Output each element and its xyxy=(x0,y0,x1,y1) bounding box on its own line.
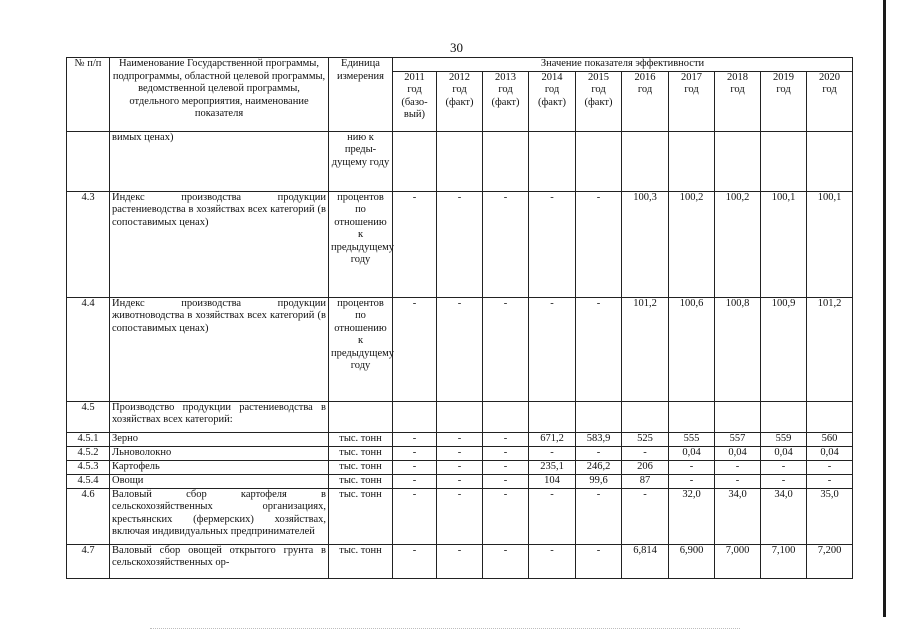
value-cell: - xyxy=(393,446,437,460)
header-year-year: 2015 xyxy=(588,71,609,83)
row-unit: тыс. тонн xyxy=(329,488,393,544)
value-cell: - xyxy=(483,460,529,474)
value-cell: 583,9 xyxy=(576,432,622,446)
value-cell: - xyxy=(807,474,853,488)
value-cell xyxy=(393,401,437,432)
header-year-2017 xyxy=(669,71,715,131)
row-name: Картофель xyxy=(110,460,329,474)
value-cell: - xyxy=(576,191,622,297)
value-cell: - xyxy=(437,460,483,474)
header-year-year: 2020 xyxy=(819,71,841,83)
value-cell: 671,2 xyxy=(529,432,576,446)
value-cell: 7,200 xyxy=(807,544,853,578)
value-cell: - xyxy=(576,297,622,401)
value-cell: - xyxy=(437,474,483,488)
row-unit: тыс. тонн xyxy=(329,446,393,460)
table-row xyxy=(67,131,853,191)
value-cell: 7,100 xyxy=(761,544,807,578)
value-cell: 0,04 xyxy=(807,446,853,460)
value-cell: - xyxy=(483,544,529,578)
value-cell: - xyxy=(622,446,669,460)
value-cell: - xyxy=(483,474,529,488)
header-year-2014 xyxy=(529,71,576,131)
value-cell: 34,0 xyxy=(715,488,761,544)
table-row xyxy=(67,460,853,474)
page-edge-line xyxy=(883,0,886,617)
row-number: 4.7 xyxy=(67,544,110,578)
value-cell: - xyxy=(393,544,437,578)
value-cell: 101,2 xyxy=(807,297,853,401)
header-year-sub1: год xyxy=(452,84,467,95)
value-cell: - xyxy=(393,432,437,446)
value-cell: 100,6 xyxy=(669,297,715,401)
row-name: Овощи xyxy=(110,474,329,488)
row-name: Производство продукции растениеводства в хозяйствах всех категорий: xyxy=(110,401,329,432)
value-cell xyxy=(622,401,669,432)
header-year-year: 2018 xyxy=(727,71,748,83)
value-cell: 101,2 xyxy=(622,297,669,401)
header-year-year: 2014 xyxy=(541,71,563,83)
value-cell: 0,04 xyxy=(715,446,761,460)
value-cell xyxy=(393,131,437,191)
value-cell: 0,04 xyxy=(669,446,715,460)
table-row xyxy=(67,401,853,432)
header-unit: Единица измерения xyxy=(329,58,393,132)
scan-artifact-line xyxy=(150,628,740,629)
header-number: № п/п xyxy=(67,58,110,132)
value-cell: - xyxy=(576,544,622,578)
row-name: Валовый сбор овощей открытого грунта в сельскохозяйственных ор- xyxy=(110,544,329,578)
row-unit: тыс. тонн xyxy=(329,544,393,578)
value-cell xyxy=(529,131,576,191)
header-year-year: 2012 xyxy=(449,71,470,83)
value-cell: - xyxy=(437,488,483,544)
value-cell: - xyxy=(529,488,576,544)
value-cell: 235,1 xyxy=(529,460,576,474)
value-cell: 6,814 xyxy=(622,544,669,578)
header-year-year: 2011 xyxy=(404,71,425,83)
value-cell: - xyxy=(437,544,483,578)
value-cell: 559 xyxy=(761,432,807,446)
value-cell xyxy=(437,401,483,432)
value-cell: 100,9 xyxy=(761,297,807,401)
value-cell: - xyxy=(393,297,437,401)
table-row xyxy=(67,432,853,446)
header-year-sub1: год xyxy=(544,84,560,95)
value-cell: - xyxy=(393,191,437,297)
value-cell xyxy=(761,131,807,191)
value-cell xyxy=(483,401,529,432)
row-unit: тыс. тонн xyxy=(329,460,393,474)
value-cell: - xyxy=(576,446,622,460)
row-number: 4.5.1 xyxy=(67,432,110,446)
header-year-year: 2017 xyxy=(681,71,702,83)
row-name: Индекс производства продукции растениеводства в хозяйствах всех категорий (в сопоставимых ценах) xyxy=(110,191,329,297)
header-year-2020 xyxy=(807,71,853,131)
row-name: Зерно xyxy=(110,432,329,446)
row-name: Валовый сбор картофеля в сельскохозяйственных организациях, крестьянских (фермерских) хозяйствах, включая индивидуальных предпринимателей xyxy=(110,488,329,544)
table-row xyxy=(67,544,853,578)
header-year-2013 xyxy=(483,71,529,131)
value-cell: 100,2 xyxy=(669,191,715,297)
value-cell: - xyxy=(529,191,576,297)
header-year-sub2: (факт) xyxy=(491,96,520,108)
value-cell: 206 xyxy=(622,460,669,474)
header-year-2015 xyxy=(576,71,622,131)
header-year-sub1: год xyxy=(822,84,837,95)
value-cell: - xyxy=(715,474,761,488)
value-cell: - xyxy=(807,460,853,474)
header-year-sub1: год xyxy=(684,84,699,95)
value-cell: - xyxy=(437,446,483,460)
value-cell xyxy=(807,131,853,191)
value-cell: 6,900 xyxy=(669,544,715,578)
row-unit: процентов по отношению к предыдущему году xyxy=(329,191,393,297)
value-cell xyxy=(669,131,715,191)
value-cell xyxy=(576,131,622,191)
header-year-sub2: (базо- xyxy=(401,96,428,108)
value-cell: 100,8 xyxy=(715,297,761,401)
row-number: 4.5 xyxy=(67,401,110,432)
header-year-sub2: (факт) xyxy=(584,96,613,108)
header-year-sub1: год xyxy=(730,84,745,95)
value-cell: 557 xyxy=(715,432,761,446)
value-cell xyxy=(669,401,715,432)
value-cell: 104 xyxy=(529,474,576,488)
table-row xyxy=(67,191,853,297)
value-cell: 87 xyxy=(622,474,669,488)
row-number: 4.4 xyxy=(67,297,110,401)
row-unit: тыс. тонн xyxy=(329,474,393,488)
value-cell: 100,3 xyxy=(622,191,669,297)
value-cell: 246,2 xyxy=(576,460,622,474)
table-row xyxy=(67,446,853,460)
value-cell: - xyxy=(622,488,669,544)
value-cell: - xyxy=(576,488,622,544)
header-year-sub2: (факт) xyxy=(537,96,566,108)
row-name: Индекс производства продукции животноводства в хозяйствах всех категорий (в сопоставимых ценах) xyxy=(110,297,329,401)
header-year-2018 xyxy=(715,71,761,131)
header-year-sub1: год xyxy=(637,84,653,95)
value-cell xyxy=(576,401,622,432)
value-cell xyxy=(807,401,853,432)
value-cell: - xyxy=(715,460,761,474)
table-row xyxy=(67,297,853,401)
row-unit: нию к преды-дущему году xyxy=(329,131,393,191)
row-number: 4.6 xyxy=(67,488,110,544)
value-cell: 560 xyxy=(807,432,853,446)
header-year-year: 2016 xyxy=(634,71,656,83)
row-number: 4.3 xyxy=(67,191,110,297)
header-year-sub1: год xyxy=(591,84,606,95)
value-cell: 34,0 xyxy=(761,488,807,544)
value-cell: - xyxy=(529,446,576,460)
header-year-2019 xyxy=(761,71,807,131)
value-cell: 555 xyxy=(669,432,715,446)
value-cell: - xyxy=(393,474,437,488)
value-cell: - xyxy=(761,474,807,488)
value-cell xyxy=(483,131,529,191)
header-year-2011 xyxy=(393,71,437,131)
value-cell: - xyxy=(483,297,529,401)
value-cell: 525 xyxy=(622,432,669,446)
header-values-group: Значение показателя эффективности xyxy=(393,58,853,72)
value-cell: - xyxy=(529,544,576,578)
header-year-year: 2013 xyxy=(495,71,516,83)
value-cell: - xyxy=(483,191,529,297)
value-cell: 0,04 xyxy=(761,446,807,460)
value-cell xyxy=(715,131,761,191)
value-cell: 100,1 xyxy=(807,191,853,297)
table-row xyxy=(67,474,853,488)
header-name: Наименование Государственной программы, подпрограммы, областной целевой программы, ведомственной целевой программы, отдельного мероприятия, наименование показателя xyxy=(110,58,329,132)
row-number: 4.5.2 xyxy=(67,446,110,460)
value-cell: 32,0 xyxy=(669,488,715,544)
value-cell: 100,1 xyxy=(761,191,807,297)
header-year-year: 2019 xyxy=(773,71,794,83)
header-year-sub1: год xyxy=(776,84,791,95)
row-name: вимых ценах) xyxy=(110,131,329,191)
page-number: 30 xyxy=(450,40,463,55)
value-cell: - xyxy=(483,446,529,460)
row-number xyxy=(67,131,110,191)
row-number: 4.5.3 xyxy=(67,460,110,474)
header-year-sub3: вый) xyxy=(403,109,426,120)
row-unit: тыс. тонн xyxy=(329,432,393,446)
header-year-2012 xyxy=(437,71,483,131)
value-cell: 7,000 xyxy=(715,544,761,578)
table-row xyxy=(67,488,853,544)
value-cell xyxy=(437,131,483,191)
indicators-table xyxy=(66,57,853,579)
value-cell: 35,0 xyxy=(807,488,853,544)
value-cell xyxy=(715,401,761,432)
row-name: Льноволокно xyxy=(110,446,329,460)
value-cell: - xyxy=(393,488,437,544)
header-year-sub2: (факт) xyxy=(445,96,474,108)
value-cell: - xyxy=(483,488,529,544)
value-cell: - xyxy=(669,474,715,488)
row-unit: процентов по отношению к предыдущему году xyxy=(329,297,393,401)
row-number: 4.5.4 xyxy=(67,474,110,488)
value-cell xyxy=(622,131,669,191)
value-cell: - xyxy=(437,432,483,446)
value-cell: 100,2 xyxy=(715,191,761,297)
value-cell: - xyxy=(437,297,483,401)
value-cell: - xyxy=(483,432,529,446)
header-year-2016 xyxy=(622,71,669,131)
value-cell xyxy=(761,401,807,432)
header-year-sub1: год xyxy=(407,84,422,95)
row-unit xyxy=(329,401,393,432)
value-cell: - xyxy=(437,191,483,297)
value-cell: - xyxy=(393,460,437,474)
value-cell: - xyxy=(529,297,576,401)
header-year-sub1: год xyxy=(498,84,513,95)
value-cell xyxy=(529,401,576,432)
value-cell: - xyxy=(669,460,715,474)
value-cell: 99,6 xyxy=(576,474,622,488)
value-cell: - xyxy=(761,460,807,474)
